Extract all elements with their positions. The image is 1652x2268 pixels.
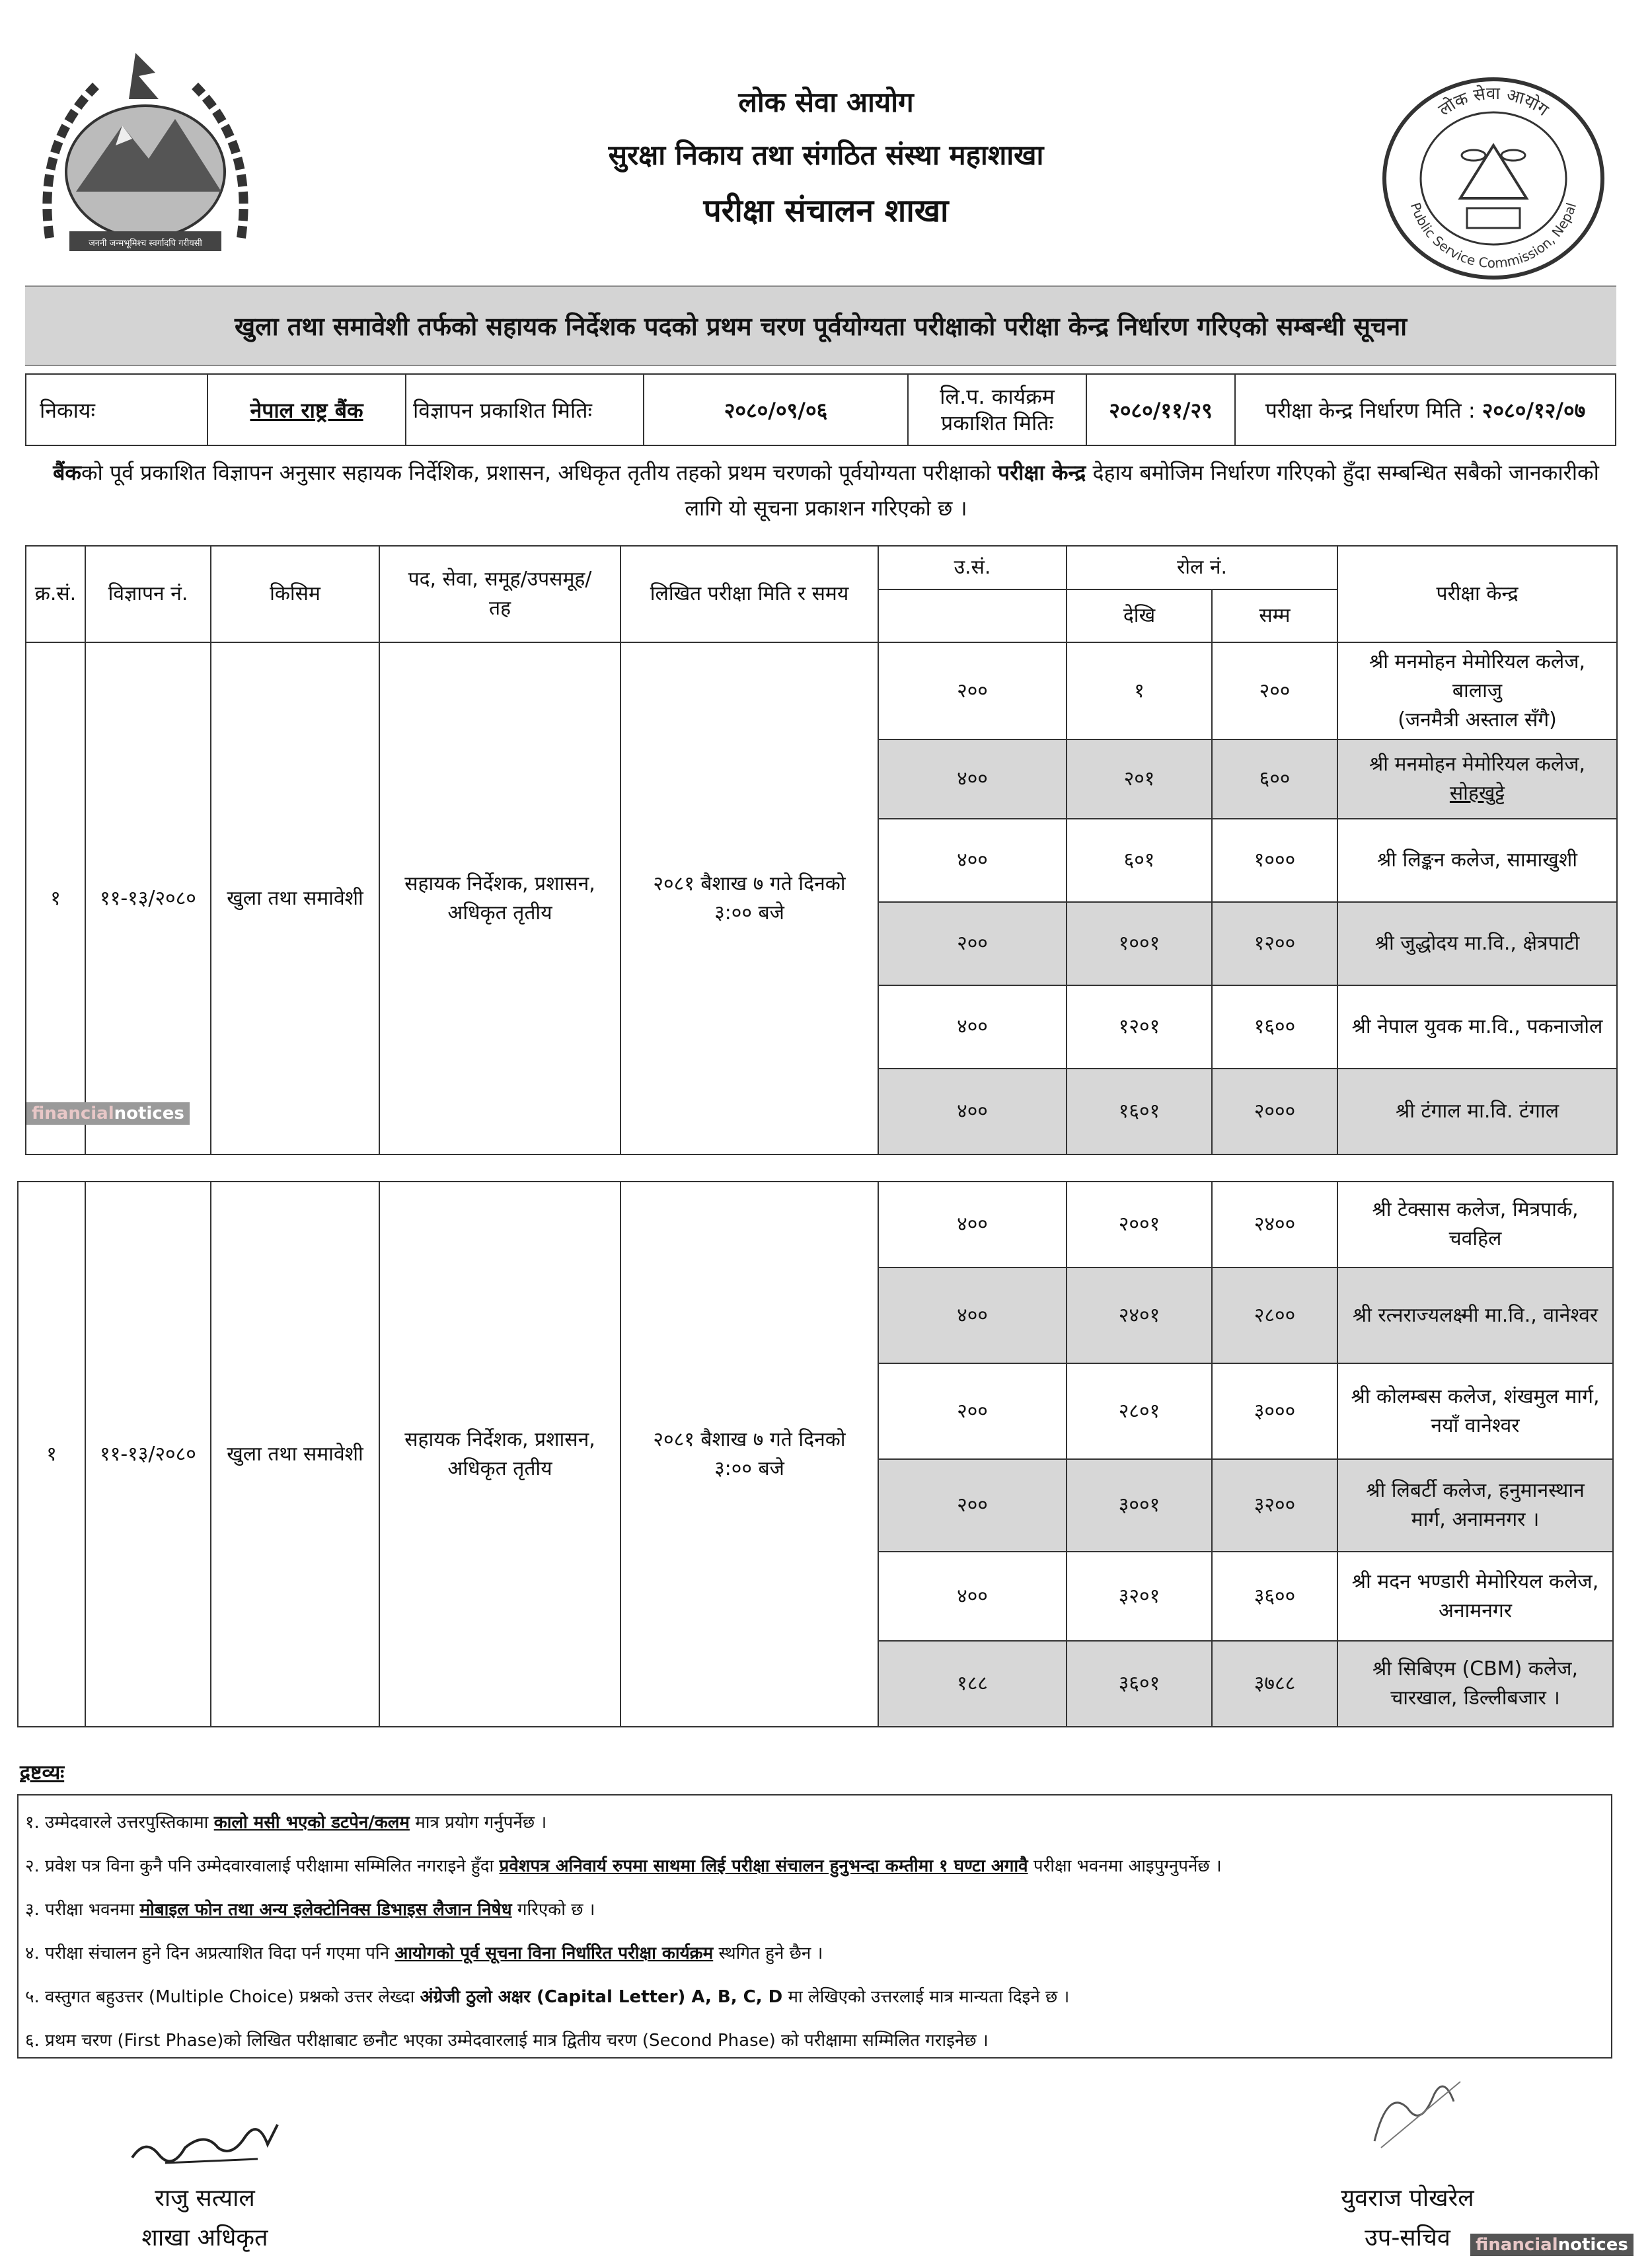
roll-to: २००	[1212, 642, 1337, 739]
exam-center: श्री मनमोहन मेमोरियल कलेज, बालाजु (जनमैत्री अस्ताल सँगै)	[1337, 642, 1617, 739]
notes-title: द्रष्टव्यः	[20, 1761, 65, 1784]
candidate-count: २००	[878, 902, 1067, 985]
adv-date-label: विज्ञापन प्रकाशित मितिः	[406, 375, 644, 445]
roll-to: ६००	[1212, 739, 1337, 819]
exam-center: श्री जुद्धोदय मा.वि., क्षेत्रपाटी	[1337, 902, 1617, 985]
note-5: ५. वस्तुगत बहुउत्तर (Multiple Choice) प्रश्नको उत्तर लेख्दा अंग्रेजी ठुलो अक्षर (Capital Letter) A, B, C, D मा लेखिएको उत्तरलाई मात्र मान्यता दिइने छ ।	[25, 1987, 1070, 2007]
header-exam-date: लिखित परीक्षा मिति र समय	[620, 546, 878, 642]
group1-post: सहायक निर्देशक, प्रशासन, अधिकृत तृतीय	[379, 642, 620, 1154]
candidate-count: ४००	[878, 739, 1067, 819]
candidate-count: २००	[878, 642, 1067, 739]
roll-from: २०१	[1067, 739, 1212, 819]
note-3: ३. परीक्षा भवनमा मोबाइल फोन तथा अन्य इलेक्टोनिक्स डिभाइस लैजान निषेध गरिएको छ ।	[25, 1900, 595, 1920]
notes-box	[17, 1794, 1612, 2059]
roll-to: ३०००	[1212, 1363, 1337, 1459]
table-row	[26, 642, 1617, 739]
exam-center: श्री मदन भण्डारी मेमोरियल कलेज, अनामनगर	[1337, 1552, 1613, 1641]
info-row	[25, 373, 1616, 446]
roll-from: २८०१	[1067, 1363, 1212, 1459]
group2-exam-date: २०८१ बैशाख ७ गते दिनको ३:०० बजे	[620, 1182, 878, 1727]
exam-center: श्री टंगाल मा.वि. टंगाल	[1337, 1069, 1617, 1154]
roll-to: १२००	[1212, 902, 1337, 985]
watermark-bottom: financialnotices	[1470, 2234, 1633, 2256]
roll-to: १०००	[1212, 819, 1337, 902]
candidate-count: ४००	[878, 1182, 1067, 1267]
roll-to: २८००	[1212, 1267, 1337, 1363]
candidate-count: ४००	[878, 985, 1067, 1069]
header-sn: क्र.सं.	[26, 546, 85, 642]
candidate-count: ४००	[878, 1552, 1067, 1641]
header-adv-no: विज्ञापन नं.	[85, 546, 211, 642]
header-post: पद, सेवा, समूह/उपसमूह/ तह	[379, 546, 620, 642]
left-signatory-title: शाखा अधिकृत	[141, 2224, 268, 2251]
candidate-count: २००	[878, 1363, 1067, 1459]
roll-from: १२०१	[1067, 985, 1212, 1069]
header-roll-from: देखि	[1067, 589, 1212, 642]
header-candidates: उ.सं.	[878, 546, 1067, 589]
group1-type: खुला तथा समावेशी	[211, 642, 379, 1154]
roll-from: १६०१	[1067, 1069, 1212, 1154]
note-4: ४. परीक्षा संचालन हुने दिन अप्रत्याशित विदा पर्न गएमा पनि आयोगको पूर्व सूचना विना निर्धारित परीक्षा कार्यक्रम स्थगित हुने छैन ।	[25, 1944, 823, 1963]
exam-center-table-2	[17, 1181, 1614, 1727]
exam-center: श्री टेक्सास कलेज, मित्रपार्क, चवहिल	[1337, 1182, 1613, 1267]
roll-to: १६००	[1212, 985, 1337, 1069]
right-signatory-title: उप-सचिव	[1365, 2224, 1450, 2251]
group2-type: खुला तथा समावेशी	[211, 1182, 379, 1727]
roll-to: २४००	[1212, 1182, 1337, 1267]
program-date-label: लि.प. कार्यक्रम प्रकाशित मितिः	[909, 375, 1087, 445]
roll-to: ३६००	[1212, 1552, 1337, 1641]
org-name: लोक सेवा आयोग	[738, 86, 914, 118]
group2-post: सहायक निर्देशक, प्रशासन, अधिकृत तृतीय	[379, 1182, 620, 1727]
note-1: १. उम्मेदवारले उत्तरपुस्तिकामा कालो मसी भएको डटपेन/कलम मात्र प्रयोग गर्नुपर्नेछ ।	[25, 1813, 547, 1833]
header-roll-to: सम्म	[1212, 589, 1337, 642]
exam-center: श्री रत्नराज्यलक्ष्मी मा.वि., वानेश्वर	[1337, 1267, 1613, 1363]
exam-center: श्री मनमोहन मेमोरियल कलेज, सोहखुट्टे	[1337, 739, 1617, 819]
roll-from: २००१	[1067, 1182, 1212, 1267]
exam-center-table-1	[25, 545, 1618, 1155]
signature-right-icon	[1361, 2068, 1467, 2154]
seal-top-text: लोक सेवा आयोग	[1435, 83, 1552, 121]
exam-center: श्री लिङ्कन कलेज, सामाखुशी	[1337, 819, 1617, 902]
roll-to: २०००	[1212, 1069, 1337, 1154]
division-name: सुरक्षा निकाय तथा संगठित संस्था महाशाखा	[608, 139, 1044, 171]
exam-center: श्री लिबर्टी कलेज, हनुमानस्थान मार्ग, अनामनगर ।	[1337, 1459, 1613, 1552]
candidate-count: १८८	[878, 1641, 1067, 1727]
group2-sn: १	[18, 1182, 85, 1727]
exam-center: श्री कोलम्बस कलेज, शंखमुल मार्ग, नयाँ वानेश्वर	[1337, 1363, 1613, 1459]
group1-adv-no: ११-१३/२०८०	[85, 642, 211, 1154]
candidate-count: ४००	[878, 1267, 1067, 1363]
note-6: ६. प्रथम चरण (First Phase)को लिखित परीक्षाबाट छनौट भएका उम्मेदवारलाई मात्र द्वितीय चरण (Second Phase) को परीक्षामा सम्मिलित गराइनेछ ।	[25, 2031, 989, 2051]
roll-from: १	[1067, 642, 1212, 739]
header-candidates-sub	[878, 589, 1067, 642]
roll-from: ३२०१	[1067, 1552, 1212, 1641]
center-date: परीक्षा केन्द्र निर्धारण मिति : २०८०/१२/०७	[1265, 397, 1586, 423]
watermark-middle: financialnotices	[26, 1102, 190, 1125]
notice-title: खुला तथा समावेशी तर्फको सहायक निर्देशक पदको प्रथम चरण पूर्वयोग्यता परीक्षाको परीक्षा केन्द्र निर्धारण गरिएको सम्बन्धी सूचना	[25, 285, 1616, 366]
emblem-motto: जननी जन्मभूमिश्च स्वर्गादपि गरीयसी	[89, 239, 202, 248]
header-roll: रोल नं.	[1067, 546, 1337, 589]
exam-center: श्री नेपाल युवक मा.वि., पकनाजोल	[1337, 985, 1617, 1069]
roll-from: २४०१	[1067, 1267, 1212, 1363]
candidate-count: ४००	[878, 819, 1067, 902]
exam-center: श्री सिबिएम (CBM) कलेज, चारखाल, डिल्लीबजार ।	[1337, 1641, 1613, 1727]
roll-from: ६०१	[1067, 819, 1212, 902]
signature-left-icon	[126, 2111, 284, 2171]
header-center: परीक्षा केन्द्र	[1337, 546, 1617, 642]
left-signatory-name: राजु सत्याल	[155, 2185, 255, 2212]
section-name: परीक्षा संचालन शाखा	[703, 192, 949, 229]
adv-date-value: २०८०/०९/०६	[644, 375, 909, 445]
group2-adv-no: ११-१३/२०८०	[85, 1182, 211, 1727]
roll-from: १००१	[1067, 902, 1212, 985]
roll-to: ३२००	[1212, 1459, 1337, 1552]
note-2: २. प्रवेश पत्र विना कुनै पनि उम्मेदवारवालाई परीक्षामा सम्मिलित नगराइने हुँदा प्रवेशपत्र अनिवार्य रुपमा साथमा लिई परीक्षा संचालन हुनुभन्दा कम्तीमा १ घण्टा अगावै परीक्षा भवनमा आइपुग्नुपर्नेछ ।	[25, 1856, 1222, 1876]
table-row	[18, 1182, 1613, 1267]
right-signatory-name: युवराज पोखरेल	[1341, 2185, 1474, 2212]
candidate-count: ४००	[878, 1069, 1067, 1154]
roll-from: ३६०१	[1067, 1641, 1212, 1727]
org-value: नेपाल राष्ट्र बैंक	[208, 375, 406, 445]
intro-paragraph: बैंकको पूर्व प्रकाशित विज्ञापन अनुसार सहायक निर्देशिक, प्रशासन, अधिकृत तृतीय तहको प्रथम चरणको पूर्वयोग्यता परीक्षाको परीक्षा केन्द्र देहाय बमोजिम निर्धारण गरिएको हुँदा सम्बन्धित सबैको जानकारीको लागि यो सूचना प्रकाशन गरिएको छ ।	[53, 460, 1599, 521]
seal-bottom-text: Public Service Commission, Nepal	[1407, 200, 1580, 272]
group1-exam-date: २०८१ बैशाख ७ गते दिनको ३:०० बजे	[620, 642, 878, 1154]
group1-sn: १	[26, 642, 85, 1154]
candidate-count: २००	[878, 1459, 1067, 1552]
program-date-value: २०८०/११/२९	[1087, 375, 1236, 445]
roll-to: ३७८८	[1212, 1641, 1337, 1727]
header-type: किसिम	[211, 546, 379, 642]
org-label: निकायः	[26, 375, 208, 445]
roll-from: ३००१	[1067, 1459, 1212, 1552]
